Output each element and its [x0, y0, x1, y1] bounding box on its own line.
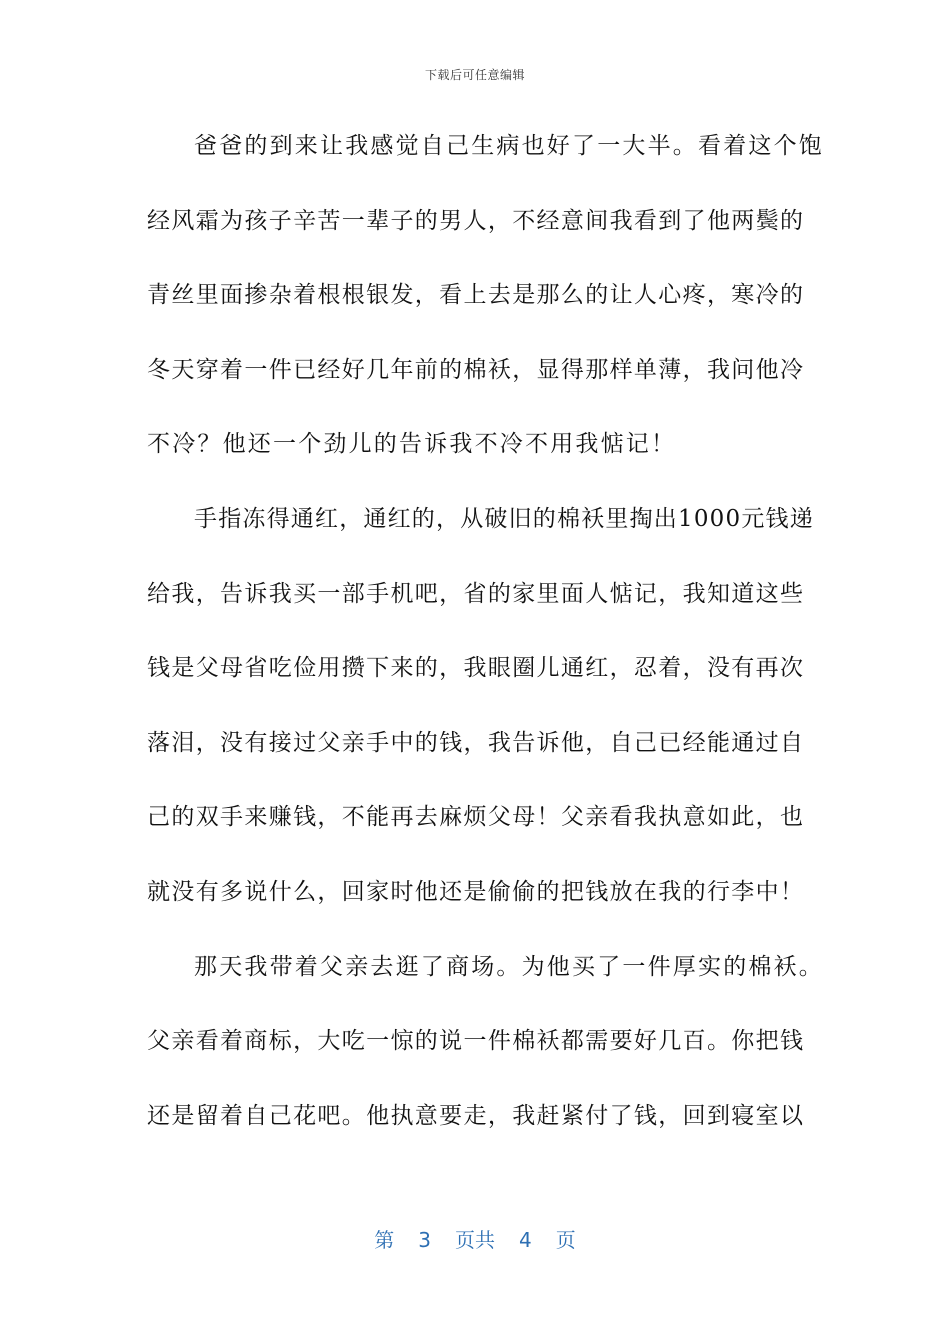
text-line: 手指冻得通红，通红的，从破旧的棉袄里掏出1000元钱递: [194, 505, 814, 532]
text-line: 不冷？他还一个劲儿的告诉我不冷不用我惦记！: [147, 431, 677, 458]
page-footer: [0, 1224, 950, 1253]
text-line: 还是留着自己花吧。他执意要走，我赶紧付了钱，回到寝室以: [147, 1102, 803, 1129]
total-pages-number: 4: [519, 1228, 532, 1252]
text-line: 就没有多说什么，回家时他还是偷偷的把钱放在我的行李中！: [147, 878, 803, 905]
text-line: 父亲看着商标，大吃一惊的说一件棉袄都需要好几百。你把钱: [147, 1028, 803, 1055]
document-body: [147, 125, 824, 1169]
text-line: 青丝里面掺杂着根根银发，看上去是那么的让人心疼，寒冷的: [147, 282, 803, 309]
footer-suffix: 页: [555, 1228, 576, 1252]
current-page-number: 3: [418, 1228, 431, 1252]
text-line: 己的双手来赚钱，不能再去麻烦父母！父亲看我执意如此，也: [147, 804, 803, 831]
header-note: 下载后可任意编辑: [424, 68, 525, 82]
footer-prefix: 第: [374, 1228, 395, 1252]
text-line: 给我，告诉我买一部手机吧，省的家里面人惦记，我知道这些: [147, 580, 803, 607]
text-line: 冬天穿着一件已经好几年前的棉袄，显得那样单薄，我问他冷: [147, 356, 803, 383]
footer-middle: 页共: [455, 1228, 495, 1252]
text-line: 爸爸的到来让我感觉自己生病也好了一大半。看着这个饱: [194, 133, 824, 159]
text-line: 钱是父母省吃俭用攒下来的，我眼圈儿通红，忍着，没有再次: [147, 655, 803, 682]
text-line: 经风霜为孩子辛苦一辈子的男人，不经意间我看到了他两鬓的: [147, 207, 803, 234]
text-line: 落泪，没有接过父亲手中的钱，我告诉他，自己已经能通过自: [147, 729, 803, 756]
text-line: 那天我带着父亲去逛了商场。为他买了一件厚实的棉袄。: [194, 953, 824, 980]
